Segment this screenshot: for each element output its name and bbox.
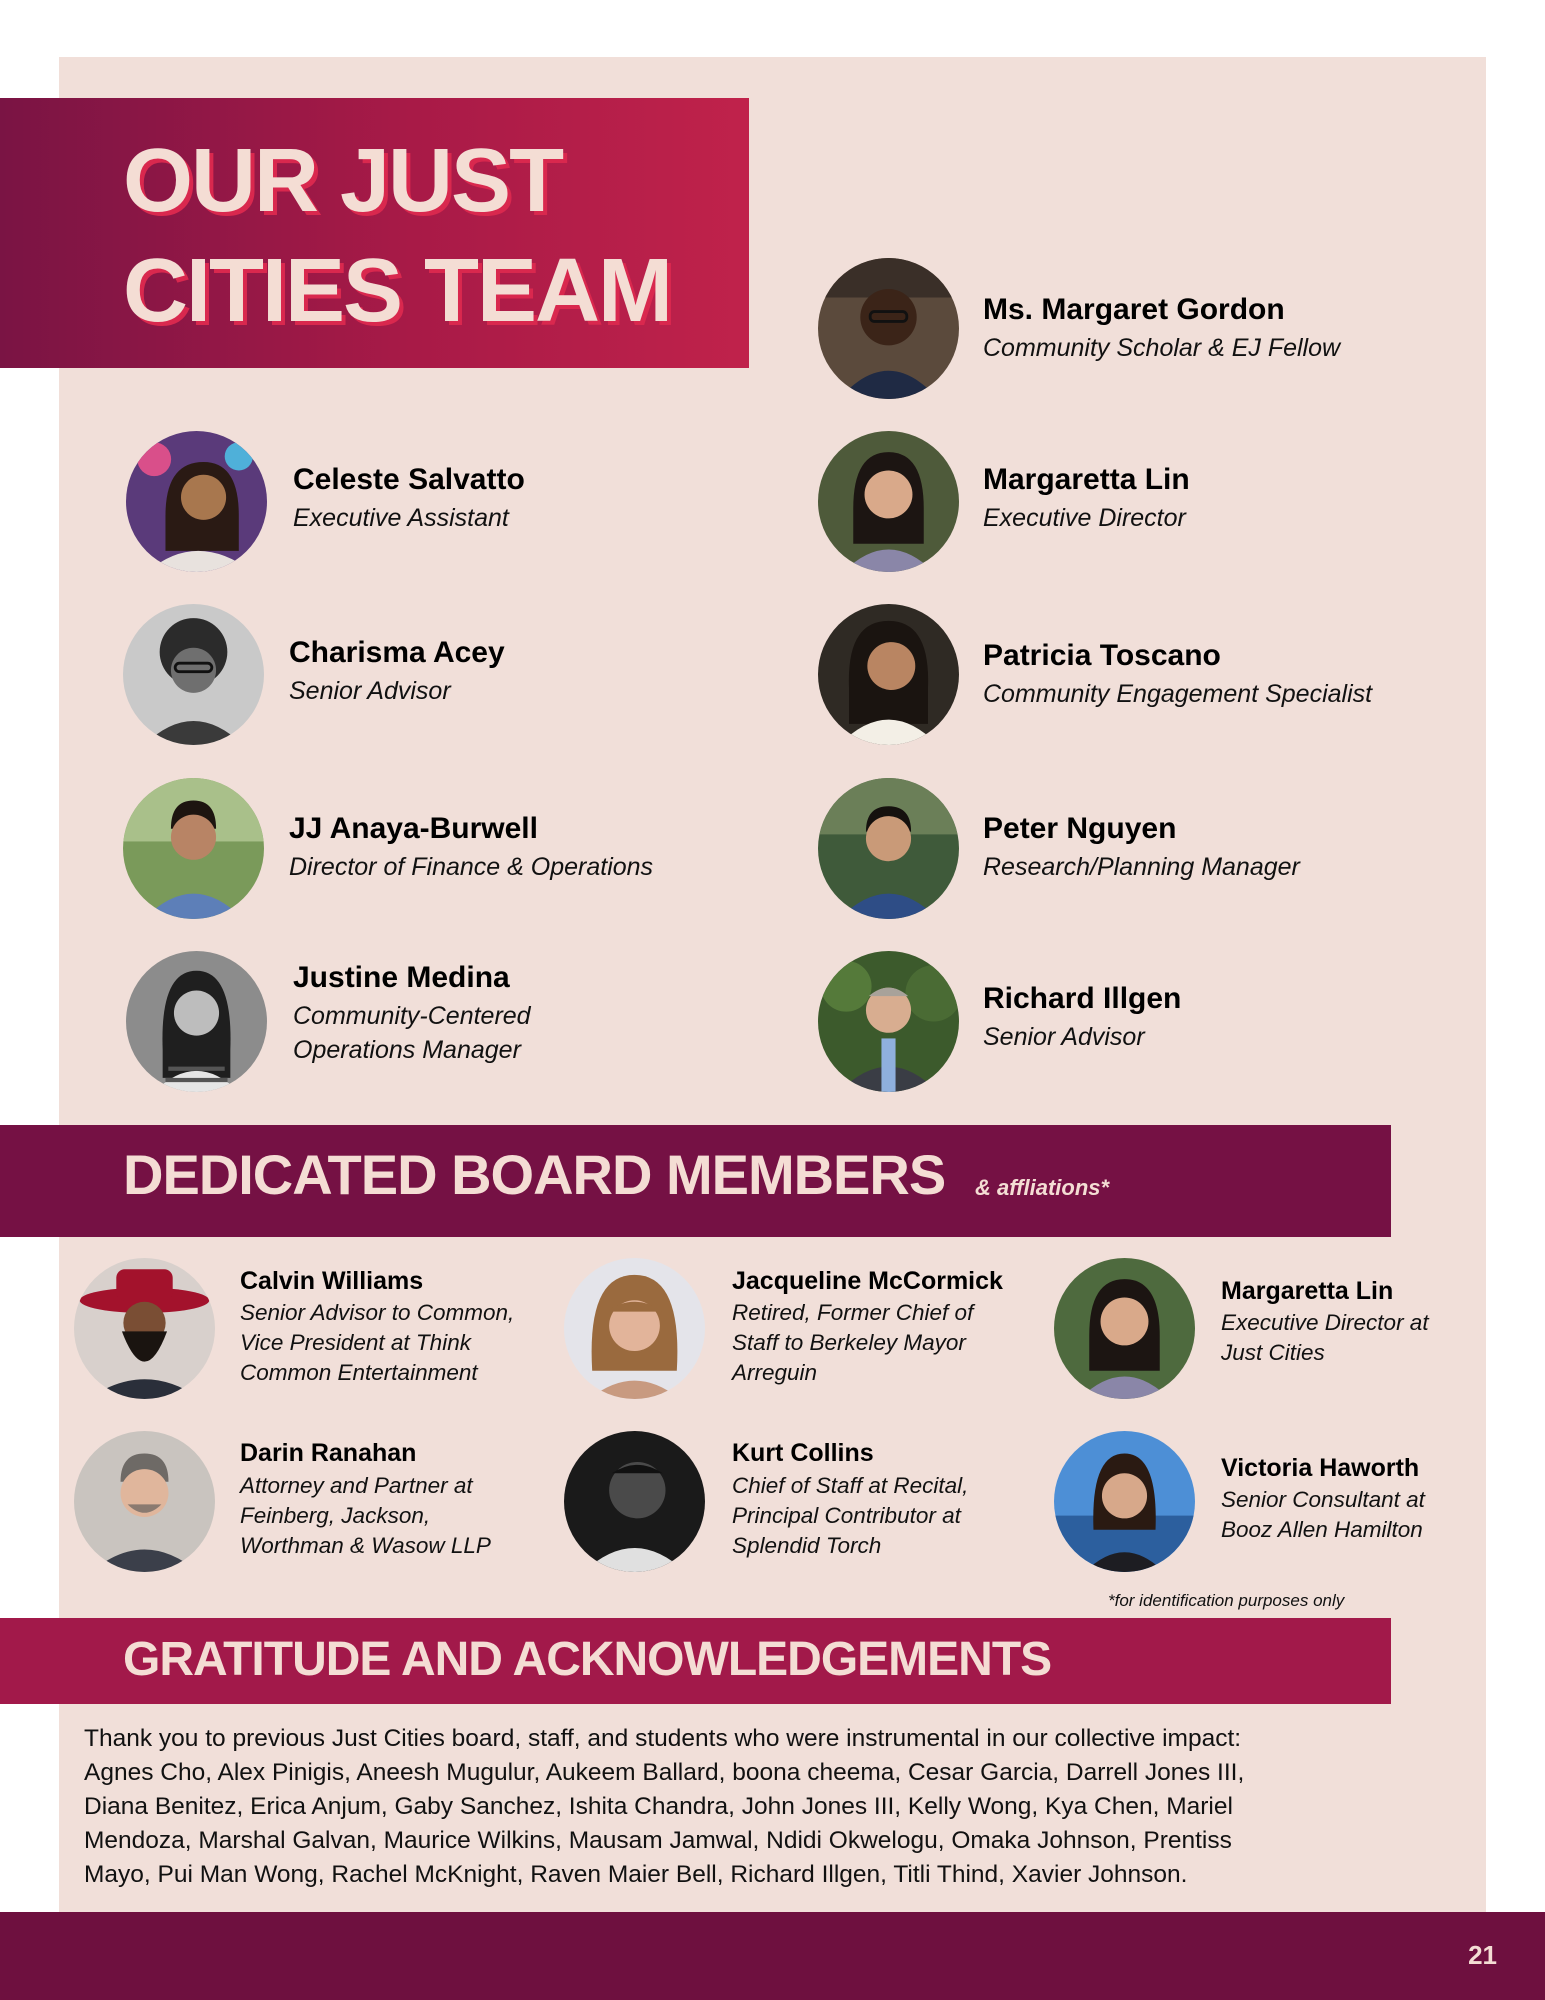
board-role: Worthman & Wasow LLP <box>240 1533 491 1558</box>
staff-name: Celeste Salvatto <box>293 463 525 496</box>
staff-role: Research/Planning Manager <box>983 853 1300 881</box>
gratitude-line: Diana Benitez, Erica Anjum, Gaby Sanchez, Ishita Chandra, John Jones III, Kelly Wong, Kya Chen, Mariel <box>84 1793 1233 1820</box>
gratitude-section-title: GRATITUDE AND ACKNOWLEDGEMENTS <box>123 1633 1052 1686</box>
avatar-celeste-salvatto <box>126 431 267 572</box>
board-name: Jacqueline McCormick <box>732 1267 1003 1295</box>
board-role: Arreguin <box>732 1360 818 1385</box>
staff-role: Executive Assistant <box>293 504 509 532</box>
board-role: Booz Allen Hamilton <box>1221 1517 1423 1542</box>
board-role: Common Entertainment <box>240 1360 478 1385</box>
avatar-jacqueline-mccormick <box>564 1258 705 1399</box>
staff-name: JJ Anaya-Burwell <box>289 812 538 845</box>
staff-name: Ms. Margaret Gordon <box>983 293 1285 326</box>
staff-name: Justine Medina <box>293 961 510 994</box>
board-role: Principal Contributor at <box>732 1503 961 1528</box>
avatar-charisma-acey <box>123 604 264 745</box>
board-role: Staff to Berkeley Mayor <box>732 1330 966 1355</box>
staff-role: Senior Advisor <box>983 1023 1145 1051</box>
board-role: Senior Advisor to Common, <box>240 1300 515 1325</box>
board-name: Victoria Haworth <box>1221 1454 1420 1482</box>
board-role: Attorney and Partner at <box>240 1473 473 1498</box>
staff-name: Charisma Acey <box>289 636 505 669</box>
staff-role: Operations Manager <box>293 1036 521 1064</box>
gratitude-line: Mayo, Pui Man Wong, Rachel McKnight, Raven Maier Bell, Richard Illgen, Titli Thind, Xavier Johnson. <box>84 1861 1188 1888</box>
staff-role: Community Engagement Specialist <box>983 680 1373 708</box>
avatar-richard-illgen <box>818 951 959 1092</box>
avatar-margaret-gordon <box>818 258 959 399</box>
title-banner <box>0 98 749 368</box>
board-role: Just Cities <box>1221 1340 1325 1365</box>
avatar-kurt-collins <box>564 1431 705 1572</box>
staff-role: Community-Centered <box>293 1002 531 1030</box>
footnote: *for identification purposes only <box>1108 1591 1345 1610</box>
avatar-margaretta-lin <box>818 431 959 572</box>
gratitude-text <box>84 1722 1464 1892</box>
staff-role: Community Scholar & EJ Fellow <box>983 334 1341 362</box>
page-title-line-1: OUR JUST <box>123 131 563 231</box>
board-role: Splendid Torch <box>732 1533 882 1558</box>
board-name: Kurt Collins <box>732 1439 874 1467</box>
board-role: Senior Consultant at <box>1221 1487 1425 1512</box>
board-role: Retired, Former Chief of <box>732 1300 974 1325</box>
board-name: Margaretta Lin <box>1221 1277 1394 1305</box>
gratitude-line: Agnes Cho, Alex Pinigis, Aneesh Mugulur, Aukeem Ballard, boona cheema, Cesar Garcia, Darrell Jones III, <box>84 1759 1245 1786</box>
staff-role: Executive Director <box>983 504 1186 532</box>
board-section-header <box>0 1125 1391 1237</box>
avatar-victoria-haworth <box>1054 1431 1195 1572</box>
staff-name: Richard Illgen <box>983 982 1182 1015</box>
avatar-darin-ranahan <box>74 1431 215 1572</box>
avatar-margaretta-lin-board <box>1054 1258 1195 1399</box>
gratitude-line: Thank you to previous Just Cities board, staff, and students who were instrumental in our collective impact: <box>84 1725 1242 1752</box>
board-role: Chief of Staff at Recital, <box>732 1473 969 1498</box>
avatar-patricia-toscano <box>818 604 959 745</box>
board-section-title: DEDICATED BOARD MEMBERS <box>123 1143 946 1206</box>
board-role: Executive Director at <box>1221 1310 1429 1335</box>
page-title-line-2: CITIES TEAM <box>123 241 672 341</box>
staff-name: Patricia Toscano <box>983 639 1221 672</box>
board-role: Vice President at Think <box>240 1330 471 1355</box>
avatar-calvin-williams <box>74 1258 215 1399</box>
avatar-jj-anaya-burwell <box>123 778 264 919</box>
board-section-subtitle: & affliations* <box>975 1175 1110 1200</box>
staff-role: Senior Advisor <box>289 677 451 705</box>
board-role: Feinberg, Jackson, <box>240 1503 431 1528</box>
staff-role: Director of Finance & Operations <box>289 853 654 881</box>
board-name: Darin Ranahan <box>240 1439 417 1467</box>
page-number: 21 <box>1468 1940 1497 1970</box>
gratitude-line: Mendoza, Marshal Galvan, Maurice Wilkins, Mausam Jamwal, Ndidi Okwelogu, Omaka Johnson, Prentiss <box>84 1827 1232 1854</box>
avatar-justine-medina <box>126 951 267 1092</box>
footer-bar <box>0 1912 1545 2000</box>
staff-name: Peter Nguyen <box>983 812 1177 845</box>
avatar-peter-nguyen <box>818 778 959 919</box>
gratitude-section-header <box>0 1618 1391 1704</box>
board-name: Calvin Williams <box>240 1267 424 1295</box>
staff-name: Margaretta Lin <box>983 463 1190 496</box>
